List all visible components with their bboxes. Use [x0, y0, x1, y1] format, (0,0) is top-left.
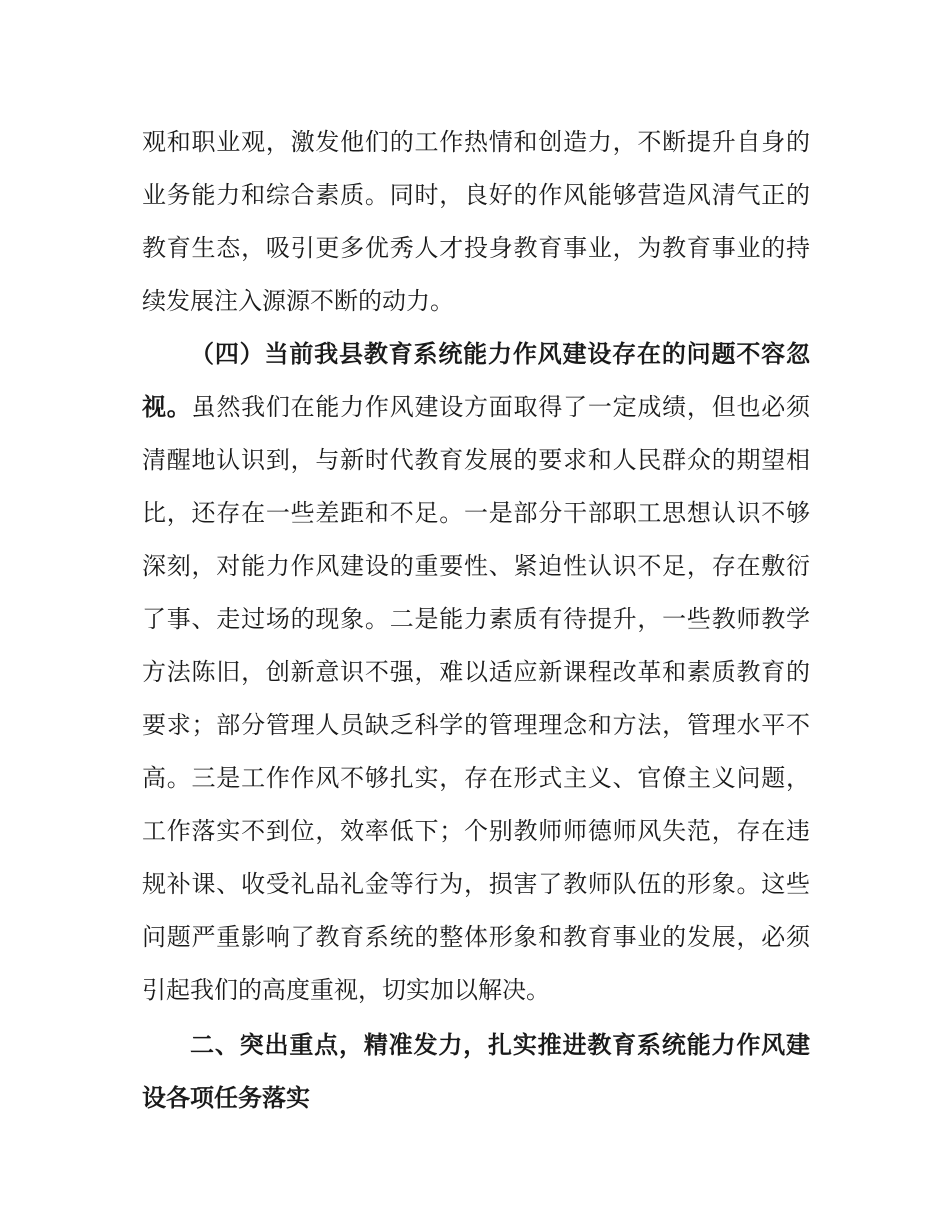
- paragraph-2-line: 方法陈旧，创新意识不强，难以适应新课程改革和素质教育的: [142, 658, 810, 686]
- section-heading-line: 二、突出重点，精准发力，扎实推进教育系统能力作风建: [190, 1031, 810, 1059]
- paragraph-2: [142, 328, 810, 1017]
- paragraph-1-line: 续发展注入源源不断的动力。: [142, 287, 454, 315]
- subsection-heading-end: 视。: [142, 393, 192, 421]
- paragraph-2-line: 深刻，对能力作风建设的重要性、紧迫性认识不足，存在敷衍: [142, 552, 810, 580]
- subsection-heading-line: （四）当前我县教育系统能力作风建设存在的问题不容忽: [190, 340, 810, 368]
- paragraph-2-line: 规补课、收受礼品礼金等行为，损害了教师队伍的形象。这些: [142, 870, 810, 898]
- paragraph-2-line: 引起我们的高度重视，切实加以解决。: [142, 976, 550, 1004]
- paragraph-1-line: 业务能力和综合素质。同时，良好的作风能够营造风清气正的: [142, 181, 810, 209]
- paragraph-1-line: 观和职业观，激发他们的工作热情和创造力，不断提升自身的: [142, 128, 810, 156]
- paragraph-2-line: 了事、走过场的现象。二是能力素质有待提升，一些教师教学: [142, 605, 810, 633]
- section-heading: [142, 1019, 810, 1125]
- paragraph-2-line: 比，还存在一些差距和不足。一是部分干部职工思想认识不够: [142, 499, 810, 527]
- paragraph-2-line: 问题严重影响了教育系统的整体形象和教育事业的发展，必须: [142, 923, 810, 951]
- paragraph-2-line: 工作落实不到位，效率低下；个别教师师德师风失范，存在违: [142, 817, 810, 845]
- paragraph-1: [142, 116, 810, 328]
- paragraph-2-line: 清醒地认识到，与新时代教育发展的要求和人民群众的期望相: [142, 446, 810, 474]
- paragraph-2-line: 高。三是工作作风不够扎实，存在形式主义、官僚主义问题，: [142, 764, 810, 792]
- paragraph-1-line: 教育生态，吸引更多优秀人才投身教育事业，为教育事业的持: [142, 234, 810, 262]
- section-heading-line: 设各项任务落实: [142, 1084, 310, 1112]
- paragraph-2-text: 虽然我们在能力作风建设方面取得了一定成绩，但也必须: [191, 393, 810, 421]
- paragraph-2-line: 要求；部分管理人员缺乏科学的管理理念和方法，管理水平不: [142, 711, 810, 739]
- paragraph-2-line: [142, 381, 810, 434]
